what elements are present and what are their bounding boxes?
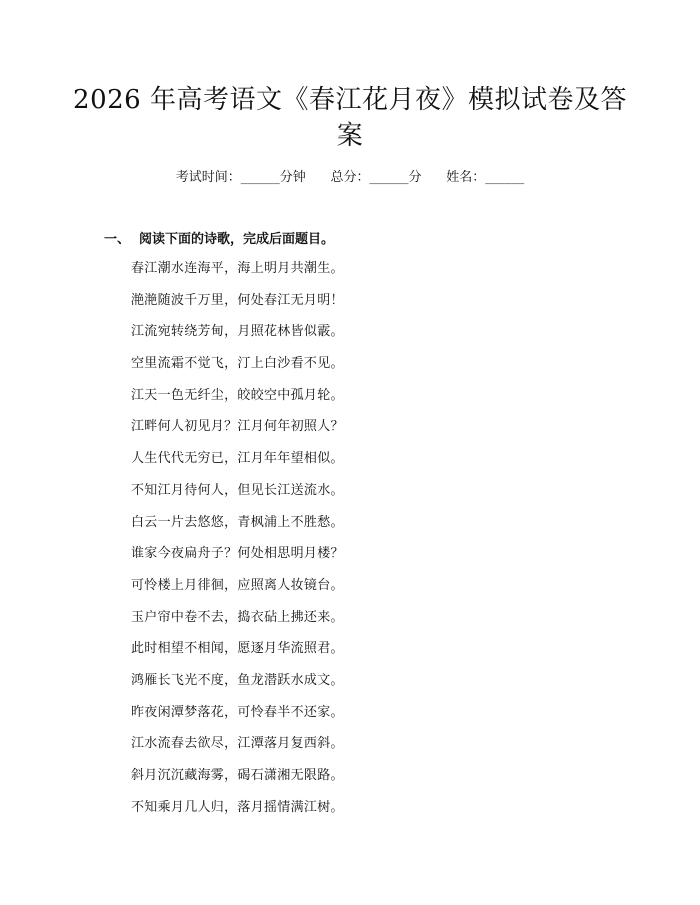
poem-line: 江流宛转绕芳甸，月照花林皆似霰。 [131, 324, 344, 340]
section-heading [104, 231, 334, 249]
poem-line: 江畔何人初见月？江月何年初照人？ [131, 419, 344, 435]
poem-line: 江天一色无纤尘，皎皎空中孤月轮。 [131, 387, 344, 403]
poem-line: 昨夜闲潭梦落花，可怜春半不还家。 [131, 704, 344, 720]
section-number: 一、 [104, 232, 131, 247]
poem-text [131, 260, 344, 830]
poem-line: 白云一片去悠悠，青枫浦上不胜愁。 [131, 514, 344, 530]
poem-line: 春江潮水连海平，海上明月共潮生。 [131, 261, 344, 276]
poem-line: 滟滟随波千万里，何处春江无月明！ [131, 292, 344, 308]
exam-info-line: 考试时间：______分钟 总分：______分 姓名：______ [175, 170, 525, 185]
poem-line: 不知江月待何人，但见长江送流水。 [131, 482, 344, 498]
poem-line: 斜月沉沉藏海雾，碣石潇湘无限路。 [131, 768, 344, 783]
poem-line: 不知乘月几人归，落月摇情满江树。 [131, 799, 344, 815]
poem-line: 可怜楼上月徘徊，应照离人妆镜台。 [131, 577, 344, 593]
poem-line: 此时相望不相闻，愿逐月华流照君。 [131, 641, 344, 657]
poem-line: 人生代代无穷已，江月年年望相似。 [131, 451, 344, 467]
poem-line: 鸿雁长飞光不度，鱼龙潜跃水成文。 [131, 672, 344, 688]
poem-line: 玉户帘中卷不去，捣衣砧上拂还来。 [131, 609, 344, 625]
poem-line: 谁家今夜扁舟子？何处相思明月楼？ [131, 546, 344, 562]
document-title: 2026 年高考语文《春江花月夜》模拟试卷及答案 [73, 85, 627, 151]
poem-line: 江水流春去欲尽，江潭落月复西斜。 [131, 736, 344, 752]
section-instruction: 阅读下面的诗歌，完成后面题目。 [139, 232, 335, 247]
poem-line: 空里流霜不觉飞，汀上白沙看不见。 [131, 356, 344, 372]
